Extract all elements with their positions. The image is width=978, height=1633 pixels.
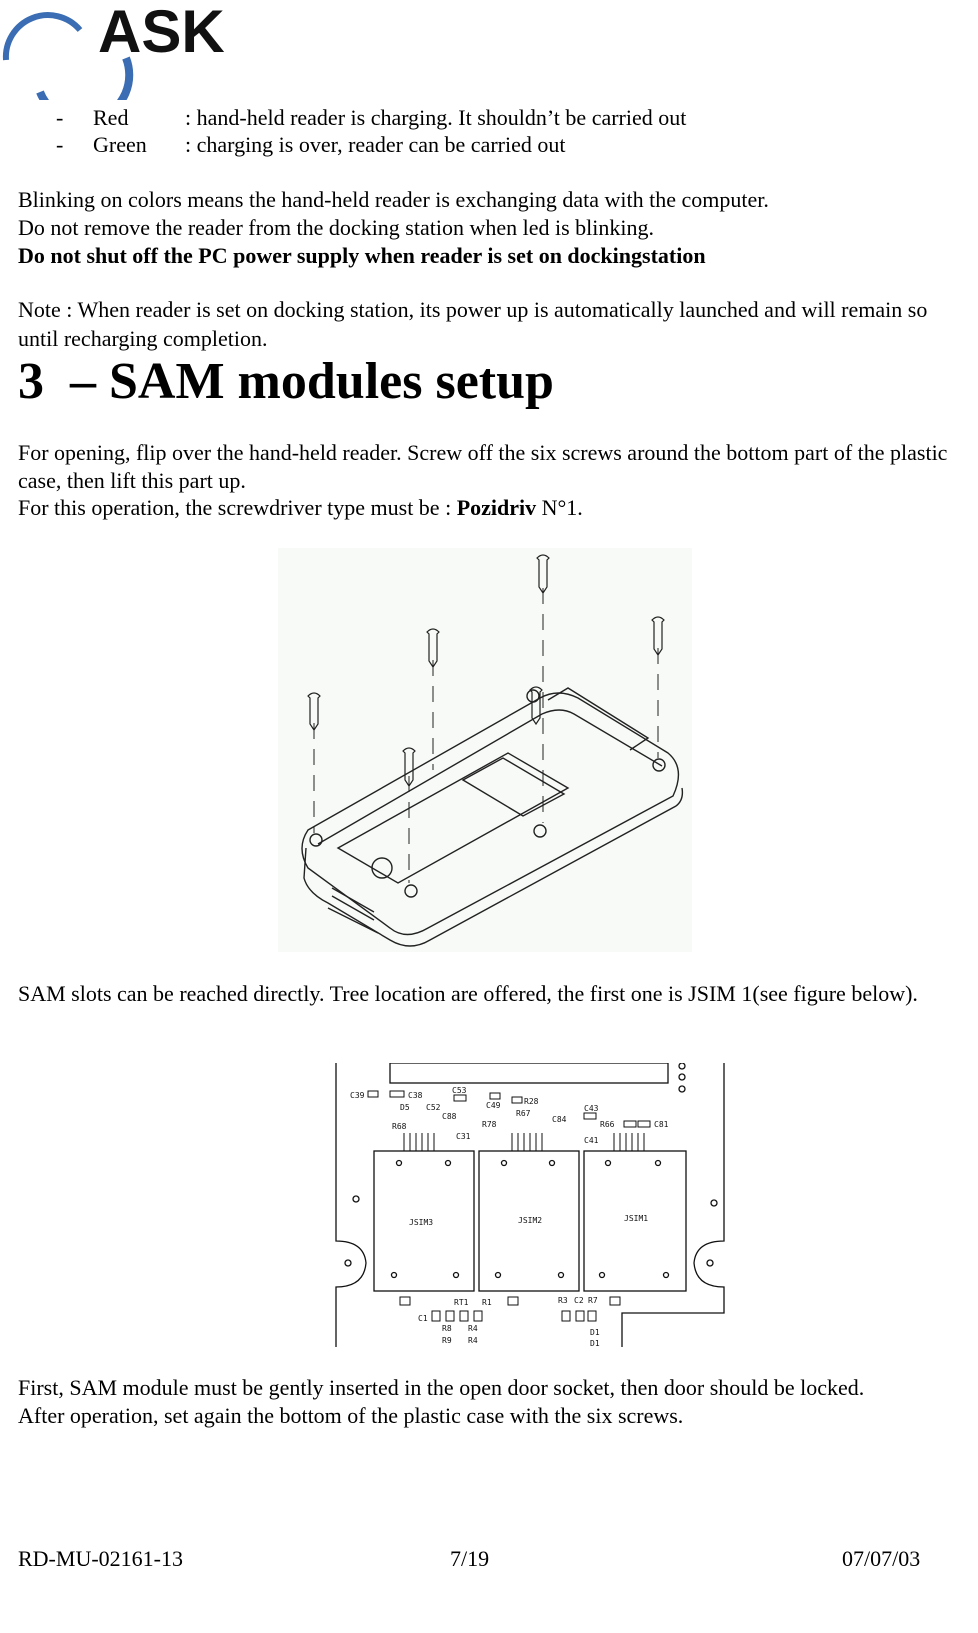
svg-text:D1: D1: [590, 1339, 600, 1347]
svg-text:C2: C2: [574, 1296, 584, 1305]
svg-text:R9: R9: [442, 1336, 452, 1345]
svg-text:C52: C52: [426, 1103, 441, 1112]
blink-paragraph-2: Do not remove the reader from the docking station when led is blinking.: [18, 215, 655, 240]
svg-text:C1: C1: [418, 1314, 428, 1323]
closing-paragraph-1: First, SAM module must be gently inserted in the open door socket, then door should be locked.: [18, 1375, 865, 1400]
svg-text:R3: R3: [558, 1296, 568, 1305]
svg-text:C41: C41: [584, 1136, 599, 1145]
warning-text: Do not shut off the PC power supply when reader is set on dockingstation: [18, 243, 706, 268]
svg-text:R66: R66: [600, 1120, 615, 1129]
svg-text:RT1: RT1: [454, 1298, 469, 1307]
svg-text:D1: D1: [590, 1328, 600, 1337]
blink-paragraph-1: Blinking on colors means the hand-held reader is exchanging data with the computer.: [18, 187, 769, 212]
slot-label-jsim2: JSIM2: [518, 1216, 543, 1225]
svg-text:C43: C43: [584, 1104, 599, 1113]
slot-label-jsim3: JSIM3: [409, 1218, 434, 1227]
svg-text:C53: C53: [452, 1086, 467, 1095]
svg-text:C81: C81: [654, 1120, 669, 1129]
svg-text:R8: R8: [442, 1324, 452, 1333]
svg-text:R7: R7: [588, 1296, 598, 1305]
svg-text:R4: R4: [468, 1324, 478, 1333]
ask-logo: [0, 0, 232, 100]
led-state-green: - Green : charging is over, reader can be carried out: [56, 132, 566, 157]
opening-paragraph: For opening, flip over the hand-held reader. Screw off the six screws around the bottom part of the plastic case, then lift this part up.: [18, 440, 948, 493]
screwdriver-paragraph: For this operation, the screwdriver type must be : Pozidriv N°1.: [18, 495, 583, 520]
led-state-red: - Red : hand-held reader is charging. It shouldn’t be carried out: [56, 105, 687, 130]
closing-paragraph-2: After operation, set again the bottom of the plastic case with the six screws.: [18, 1403, 684, 1428]
svg-text:C88: C88: [442, 1112, 457, 1121]
sam-slot-labels: [409, 1214, 648, 1227]
footer-page-number: 7/19: [450, 1546, 490, 1571]
ask-logo-graphic: [0, 0, 232, 100]
led-color-label: Red: [93, 105, 129, 130]
section-heading: [18, 352, 554, 412]
svg-text:C39: C39: [350, 1091, 365, 1100]
svg-text:C84: C84: [552, 1115, 567, 1124]
slots-paragraph: SAM slots can be reached directly. Tree location are offered, the first one is JSIM 1(see figure below).: [18, 981, 918, 1006]
footer-doc-ref: RD-MU-02161-13: [18, 1546, 183, 1571]
svg-text:C49: C49: [486, 1101, 501, 1110]
section-number: 3: [18, 353, 44, 410]
logo-text: ASK: [98, 0, 225, 65]
section-title: – SAM modules setup: [70, 353, 554, 410]
svg-text:R4: R4: [468, 1336, 478, 1345]
svg-text:R68: R68: [392, 1122, 407, 1131]
reader-case-drawing: [278, 548, 692, 952]
pcb-illustration: [334, 1063, 738, 1347]
svg-text:D5: D5: [400, 1103, 410, 1112]
screwdriver-type: Pozidriv: [456, 495, 537, 520]
note-paragraph: Note : When reader is set on docking station, its power up is automatically launched and will remain so until recharging completion.: [18, 297, 928, 351]
led-description: : charging is over, reader can be carried out: [185, 132, 566, 157]
led-description: : hand-held reader is charging. It shouldn’t be carried out: [185, 105, 687, 130]
reader-illustration: [278, 548, 692, 952]
pcb-board-drawing: [334, 1063, 738, 1347]
svg-text:R1: R1: [482, 1298, 492, 1307]
svg-text:R28: R28: [524, 1097, 539, 1106]
footer-date: 07/07/03: [842, 1546, 921, 1571]
svg-text:R78: R78: [482, 1120, 497, 1129]
slot-label-jsim1: JSIM1: [624, 1214, 649, 1223]
svg-text:R67: R67: [516, 1109, 531, 1118]
svg-text:C38: C38: [408, 1091, 423, 1100]
svg-text:C31: C31: [456, 1132, 471, 1141]
led-color-label: Green: [93, 132, 147, 157]
